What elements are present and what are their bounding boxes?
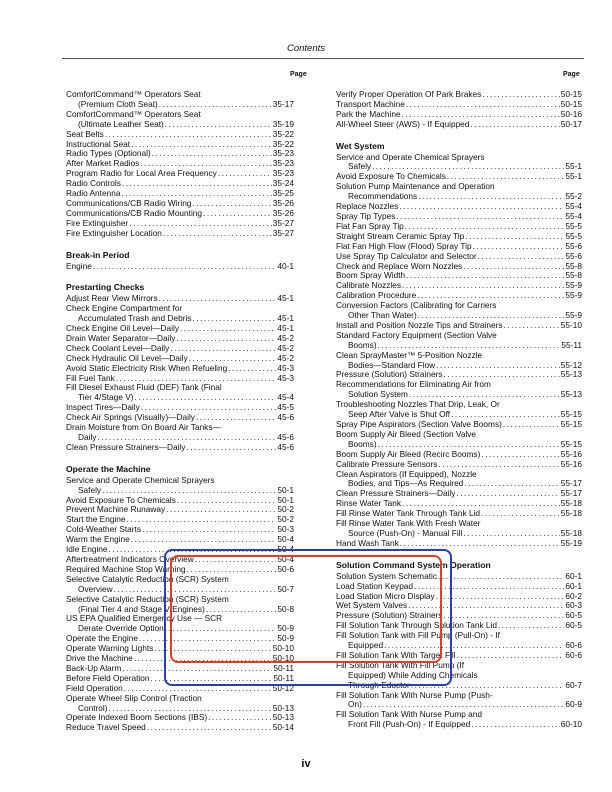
dot-leader <box>402 281 564 291</box>
toc-entry-title: Control) <box>78 702 108 713</box>
toc-entry-title: Booms) <box>348 339 377 350</box>
toc-entry-title: Safely <box>78 484 102 495</box>
toc-entry-title: Operate Indexed Boom Sections (IBS) <box>66 712 208 723</box>
toc-entry-page: 35-22 <box>272 138 294 149</box>
toc-entry-title: Bodies, and Tips—As Required <box>348 478 464 489</box>
toc-entry-title: Back-Up Alarm <box>66 662 122 673</box>
dot-leader <box>456 489 559 499</box>
toc-entry-title: Source (Push-On) - Manual Fill <box>348 527 463 538</box>
toc-entry-page: 55-13 <box>560 369 582 380</box>
dot-leader <box>463 529 559 539</box>
toc-entry-title: Before Field Operation <box>66 672 150 683</box>
dot-leader <box>203 209 272 219</box>
toc-entry-page: 50-10 <box>272 643 294 654</box>
toc-entry[interactable] <box>336 153 582 163</box>
toc-entry-page: 55-12 <box>560 359 582 370</box>
dot-leader <box>135 393 277 403</box>
dot-leader <box>165 624 277 634</box>
dot-leader <box>481 509 560 519</box>
toc-entry-title: Idle Engine <box>66 544 108 555</box>
toc-entry-page: 55-5 <box>565 230 582 241</box>
dot-leader <box>396 212 564 222</box>
dot-leader <box>150 674 272 684</box>
toc-entry-title: Clean Pressure Strainers—Daily <box>336 488 456 499</box>
toc-entry-title: Straight Stream Ceramic Spray Tip <box>336 230 465 241</box>
toc-entry[interactable] <box>336 720 582 730</box>
toc-entry-page: 55-2 <box>565 191 582 202</box>
toc-entry-title: Park the Machine <box>336 108 401 119</box>
toc-entry-page: 55-9 <box>565 290 582 301</box>
dot-leader <box>406 100 560 110</box>
dot-leader <box>400 539 560 549</box>
toc-entry-page: 55-19 <box>560 537 582 548</box>
toc-entry-title: Boom Supply Air Bleed (Section Valve <box>336 428 477 439</box>
toc-entry-page: 50-1 <box>277 494 294 505</box>
toc-entry-title: Fill Solution Tank With Nurse Pump (Push- <box>336 689 493 700</box>
toc-entry[interactable] <box>336 252 582 262</box>
dot-leader <box>176 334 276 344</box>
toc-entry-page: 45-6 <box>277 412 294 423</box>
toc-entry-title: Pressure (Solution) Strainers <box>336 610 443 621</box>
toc-entry-title: Through Eductor <box>348 679 410 690</box>
dot-leader <box>142 525 276 535</box>
dot-leader <box>418 192 564 202</box>
toc-entry-title: (Premium Cloth Seat) <box>78 98 158 109</box>
toc-entry-title: All-Wheel Steer (AWS) - If Equipped <box>336 118 470 129</box>
toc-entry-title: Calibrate Nozzles <box>336 280 402 291</box>
dot-leader <box>166 505 276 515</box>
toc-entry-page: 35-26 <box>272 197 294 208</box>
toc-entry-page: 60-7 <box>565 679 582 690</box>
toc-entry-title: Avoid Static Electricity Risk When Refueling <box>66 362 228 373</box>
dot-leader <box>208 713 272 723</box>
toc-entry-page: 55-15 <box>560 409 582 420</box>
dot-leader <box>131 140 272 150</box>
toc-entry[interactable] <box>336 582 582 592</box>
toc-entry-page: 50-12 <box>272 682 294 693</box>
toc-entry-title: Check Engine Compartment for <box>66 303 183 314</box>
toc-entry-title: Check Engine Oil Level—Daily <box>66 323 179 334</box>
dot-leader <box>192 199 271 209</box>
toc-entry-title: Fill Rinse Water Tank Through Tank Lid <box>336 508 481 519</box>
toc-entry-title: Daily <box>78 432 97 442</box>
toc-entry-title: Start the Engine <box>66 514 126 525</box>
toc-entry-title: Solution System <box>348 389 408 400</box>
toc-entry-page: 55-18 <box>560 527 582 538</box>
toc-entry-page: 50-15 <box>560 98 582 109</box>
dot-leader <box>152 149 272 159</box>
toc-entry-title: Fill Solution Tank Through Solution Tank Lid <box>336 620 497 631</box>
dot-leader <box>406 271 564 281</box>
toc-entry-title: Cold-Weather Starts <box>66 524 142 535</box>
toc-entry-page: 60-10 <box>560 719 582 730</box>
toc-entry-title: Hand Wash Tank <box>336 537 399 548</box>
toc-entry-page: 50-10 <box>272 653 294 664</box>
toc-entry-page: 35-17 <box>272 98 294 109</box>
toc-entry-title: Required Machine Stop Warning <box>66 563 186 574</box>
dot-leader <box>218 169 272 179</box>
toc-entry-page: 50-8 <box>277 603 294 614</box>
toc-entry[interactable] <box>66 443 294 453</box>
toc-entry-title: Accumulated Trash and Debris <box>78 313 192 324</box>
section-heading: Prestarting Checks <box>66 282 145 293</box>
toc-entry-page: 35-19 <box>272 118 294 129</box>
section-heading: Wet System <box>336 140 385 151</box>
toc-entry-title: Adjust Rear View Mirrors <box>66 293 158 304</box>
toc-entry-title: Aftertreatment Indicators Overview <box>66 553 194 564</box>
dot-leader <box>504 321 560 331</box>
toc-entry-page: 60-2 <box>565 590 582 601</box>
dot-leader <box>180 324 276 334</box>
toc-entry-title: On) <box>348 699 362 710</box>
toc-entry-title: Fill Solution Tank with Fill Pump (Pull-On) - If <box>336 630 500 641</box>
toc-entry-title: Overview <box>78 583 113 594</box>
toc-entry-title: (Final Tier 4 and Stage V Engines) <box>78 603 205 614</box>
toc-entry-title: Fill Fuel Tank <box>66 372 115 383</box>
toc-entry-page: 60-9 <box>565 699 582 710</box>
toc-entry-title: Recommendations <box>348 191 418 202</box>
toc-entry-title: Boom Supply Air Bleed (Recirc Booms) <box>336 448 481 459</box>
toc-entry-page: 35-22 <box>272 128 294 139</box>
toc-entry-title: Solution Pump Maintenance and Operation <box>336 181 495 192</box>
dot-leader <box>473 242 565 252</box>
toc-entry-page: 55-16 <box>560 458 582 469</box>
toc-entry-title: Use Spray Tip Calculator and Selector <box>336 250 477 261</box>
toc-entry-page: 45-5 <box>277 402 294 413</box>
toc-entry-page: 35-23 <box>272 158 294 169</box>
toc-entry-title: Program Radio for Local Area Frequency <box>66 168 217 179</box>
toc-entry-title: Replace Nozzles <box>336 201 399 212</box>
toc-entry-title: Selective Catalytic Reduction (SCR) System <box>66 593 229 604</box>
dot-leader <box>177 496 276 506</box>
toc-entry-page: 45-2 <box>277 352 294 363</box>
toc-entry-title: Conversion Factors (Calibrating for Carriers <box>336 300 497 311</box>
toc-entry-title: Engine <box>66 260 92 271</box>
section-heading: Break-in Period <box>66 249 130 260</box>
toc-entry-page: 55-18 <box>560 508 582 519</box>
dot-leader <box>93 262 277 272</box>
toc-entry-title: Avoid Exposure To Chemicals <box>66 494 176 505</box>
toc-entry-title: Check Hydraulic Oil Level—Daily <box>66 352 188 363</box>
dot-leader <box>438 572 564 582</box>
toc-entry-title: Spray Pipe Aspirators (Section Valve Booms) <box>336 419 502 429</box>
toc-entry-title: Instructional Seat <box>66 138 131 149</box>
toc-entry-page: 50-4 <box>277 544 294 555</box>
toc-entry-page: 35-24 <box>272 178 294 189</box>
section-heading: Operate the Machine <box>66 463 151 474</box>
toc-entry-page: 60-5 <box>565 610 582 621</box>
toc-entry-title: Equipped) While Adding Chemicals <box>348 669 478 680</box>
toc-entry[interactable] <box>66 423 294 433</box>
toc-entry-page: 50-11 <box>273 672 294 683</box>
toc-entry-title: Safely <box>348 161 372 172</box>
dot-leader <box>192 314 276 324</box>
toc-entry-page: 55-1 <box>565 171 582 182</box>
toc-entry-page: 50-11 <box>273 662 294 673</box>
toc-entry-title: Verify Proper Operation Of Park Brakes <box>336 89 482 99</box>
toc-entry-title: Wet System Valves <box>336 600 408 611</box>
toc-entry-title: Booms) <box>348 438 377 449</box>
toc-entry-title: Load Station Micro Display <box>336 590 435 601</box>
toc-entry-page: 50-13 <box>272 702 294 713</box>
toc-entry-title: Prevent Machine Runaway <box>66 504 166 515</box>
toc-entry-title: Radio Controls <box>66 178 121 189</box>
toc-entry-page: 55-15 <box>560 419 582 429</box>
dot-leader <box>503 420 560 430</box>
toc-entry-title: Radio Antenna <box>66 188 121 199</box>
toc-entry-title: Spray Tip Types <box>336 210 396 221</box>
toc-entry-title: Solution System Schematic <box>336 570 437 581</box>
toc-entry-page: 40-1 <box>277 260 294 271</box>
toc-entry-page: 55-4 <box>565 210 582 221</box>
toc-entry-page: 50-4 <box>277 534 294 545</box>
dot-leader <box>457 651 565 661</box>
toc-entry-page: 55-4 <box>565 201 582 212</box>
toc-entry-title: Load Station Keypad <box>336 580 414 591</box>
toc-entry-title: Fire Extinguisher Location <box>66 227 162 238</box>
toc-entry-page: 55-6 <box>565 240 582 251</box>
toc-entry-title: Fill Diesel Exhaust Fluid (DEF) Tank (Final <box>66 382 222 393</box>
toc-entry-title: Seat Belts <box>66 128 104 139</box>
toc-entry-page: 45-1 <box>277 293 294 304</box>
toc-entry-page: 55-18 <box>560 498 582 509</box>
toc-entry-page: 60-6 <box>565 640 582 651</box>
toc-entry[interactable] <box>66 595 294 605</box>
section-heading: Solution Command System Operation <box>336 559 491 570</box>
toc-entry-page: 50-17 <box>560 118 582 129</box>
toc-entry-page: 55-9 <box>565 310 582 321</box>
toc-entry-page: 45-3 <box>277 362 294 373</box>
toc-entry-title: Calibrate Pressure Sensors <box>336 458 438 469</box>
toc-entry-title: Drain Water Separator—Daily <box>66 332 176 343</box>
toc-entry[interactable] <box>336 120 582 130</box>
dot-leader <box>186 443 276 453</box>
toc-entry-page: 45-2 <box>277 342 294 353</box>
dot-leader <box>436 361 560 371</box>
toc-entry-page: 50-1 <box>277 484 294 495</box>
toc-entry-title: Calibration Procedure <box>336 290 417 301</box>
toc-entry-title: Flat Fan Spray Tip <box>336 220 404 231</box>
toc-entry[interactable] <box>66 262 294 272</box>
toc-entry-page: 55-8 <box>565 270 582 281</box>
toc-entry-page: 50-14 <box>272 722 294 733</box>
toc-entry-page: 50-16 <box>560 108 582 119</box>
toc-entry-page: 50-9 <box>277 633 294 644</box>
toc-entry-title: Other Than Water) <box>348 310 417 321</box>
dot-leader <box>195 555 277 565</box>
dot-leader <box>464 479 559 489</box>
toc-entry-page: 50-9 <box>277 623 294 634</box>
toc-entry-title: Communications/CB Radio Mounting <box>66 207 203 218</box>
dot-leader <box>122 179 272 189</box>
toc-entry-title: Operate the Engine <box>66 633 138 644</box>
toc-entry-title: Standard Factory Equipment (Section Valve <box>336 329 497 340</box>
toc-entry-title: Install and Position Nozzle Tips and Strainers <box>336 319 503 330</box>
toc-entry-page: 45-2 <box>277 332 294 343</box>
toc-entry-title: Communications/CB Radio Wiring <box>66 197 192 208</box>
toc-entry-title: Operate Warning Lights <box>66 643 154 654</box>
toc-entry-title: After Market Radios <box>66 158 140 169</box>
toc-entry-title: (Ultimate Leather Seat) <box>78 118 164 129</box>
dot-leader <box>228 364 276 374</box>
toc-entry-page: 50-7 <box>277 583 294 594</box>
toc-entry-title: Avoid Exposure To Chemicals <box>336 171 446 182</box>
toc-entry-page: 60-1 <box>565 580 582 591</box>
toc-entry-page: 55-15 <box>560 438 582 449</box>
toc-entry-page: 55-13 <box>560 389 582 400</box>
dot-leader <box>414 582 564 592</box>
column-header-right: Page <box>563 71 580 78</box>
toc-entry-title: Boom Spray Width <box>336 270 406 281</box>
toc-entry-page: 35-27 <box>272 217 294 228</box>
toc-left-column <box>66 90 294 733</box>
toc-entry-page: 60-3 <box>565 600 582 611</box>
toc-entry-title: Service and Operate Chemical Sprayers <box>66 474 215 485</box>
toc-entry-title: Troubleshooting Nozzles That Drip, Leak, Or <box>336 399 500 410</box>
toc-entry-title: Flat Fan High Flow (Flood) Spray Tip <box>336 240 472 251</box>
toc-entry-title: Drive the Machine <box>66 653 133 664</box>
dot-leader <box>482 90 560 100</box>
dot-leader <box>498 621 564 631</box>
toc-entry[interactable] <box>66 723 294 733</box>
toc-entry-page: 55-17 <box>560 478 582 489</box>
toc-entry-title: Selective Catalytic Reduction (SCR) System <box>66 573 229 584</box>
toc-entry-title: Clean Pressure Strainers—Daily <box>66 441 186 452</box>
dot-leader <box>154 644 271 654</box>
toc-entry-title: Service and Operate Chemical Sprayers <box>336 151 485 162</box>
toc-entry-page: 45-6 <box>277 441 294 452</box>
toc-entry-page: 50-13 <box>272 712 294 723</box>
toc-entry-title: Radio Types (Optional) <box>66 148 151 159</box>
toc-entry-title: Fill Solution Tank With Target Fill <box>336 649 456 660</box>
dot-leader <box>470 120 559 130</box>
dot-leader <box>465 232 564 242</box>
toc-entry-page: 45-1 <box>277 323 294 334</box>
toc-entry-page: 55-11 <box>561 339 582 350</box>
toc-entry-title: Transport Machine <box>336 98 405 109</box>
dot-leader <box>478 252 565 262</box>
toc-entry-page: 35-23 <box>272 168 294 179</box>
toc-entry-title: Check Coolant Level—Daily <box>66 342 170 353</box>
toc-entry-page: 45-4 <box>277 392 294 403</box>
toc-entry-title: Field Operation <box>66 682 123 693</box>
dot-leader <box>147 723 272 733</box>
toc-entry-page: 50-2 <box>277 504 294 515</box>
toc-entry-page: 60-1 <box>565 570 582 581</box>
toc-entry-title: Bodies—Standard Flow <box>348 359 436 370</box>
toc-entry-page: 55-17 <box>560 488 582 499</box>
toc-entry-title: Equipped <box>348 640 384 651</box>
toc-entry-title: ComfortCommand™ Operators Seat <box>66 108 201 119</box>
dot-leader <box>399 202 564 212</box>
toc-entry-page: 50-6 <box>277 563 294 574</box>
toc-entry-title: Check and Replace Worn Nozzles <box>336 260 463 271</box>
dot-leader <box>139 634 276 644</box>
toc-entry[interactable] <box>336 691 582 701</box>
toc-entry-page: 45-3 <box>277 372 294 383</box>
toc-entry-title: Inspect Tires—Daily <box>66 402 140 413</box>
toc-right-column <box>336 90 582 730</box>
toc-entry-page: 50-3 <box>277 524 294 535</box>
toc-entry-page: 35-26 <box>272 207 294 218</box>
toc-entry-page: 55-10 <box>560 319 582 330</box>
toc-entry-page: 50-15 <box>560 89 582 99</box>
header-rule <box>62 58 584 59</box>
toc-entry-title: Fire Extinguisher <box>66 217 129 228</box>
toc-entry-title: Drain Moisture from On Board Air Tanks— <box>66 422 221 433</box>
toc-entry-title: Check Air Springs (Visually)—Daily <box>66 412 195 423</box>
toc-entry-title: Rinse Water Tank <box>336 498 402 509</box>
toc-entry-title: Clean SprayMaster™ 5-Position Nozzle <box>336 349 483 360</box>
toc-entry-page: 55-6 <box>565 250 582 261</box>
toc-entry-page: 60-5 <box>565 620 582 631</box>
dot-leader <box>471 720 560 730</box>
toc-entry-page: 55-5 <box>565 220 582 231</box>
page-number: iv <box>301 758 311 770</box>
toc-entry-title: Warm the Engine <box>66 534 130 545</box>
toc-entry-title: Derate Override Option <box>78 623 164 634</box>
dot-leader <box>463 262 564 272</box>
toc-entry-page: 50-2 <box>277 514 294 525</box>
page-title: Contents <box>286 43 326 54</box>
toc-entry-page: 35-27 <box>272 227 294 238</box>
toc-entry-title: Pressure (Solution) Strainers <box>336 369 443 380</box>
dot-leader <box>134 654 272 664</box>
toc-entry-title: Clean Aspirators (If Equipped), Nozzle <box>336 468 477 479</box>
toc-entry-title: Front Fill (Push-On) - If Equipped <box>348 719 471 730</box>
toc-entry-title: ComfortCommand™ Operators Seat <box>66 89 201 99</box>
dot-leader <box>436 592 565 602</box>
toc-entry-page: 35-25 <box>272 188 294 199</box>
toc-entry-title: Fill Solution Tank With Nurse Pump and <box>336 709 483 720</box>
toc-entry-page: 50-4 <box>277 553 294 564</box>
dot-leader <box>131 535 277 545</box>
toc-entry-title: Fill Rinse Water Tank With Fresh Water <box>336 518 481 529</box>
column-header-left: Page <box>290 71 307 78</box>
toc-entry[interactable] <box>66 229 294 239</box>
toc-entry-title: US EPA Qualified Emergency Use — SCR <box>66 613 223 624</box>
toc-entry-page: 60-6 <box>565 649 582 660</box>
toc-entry-page: 55-1 <box>565 161 582 172</box>
toc-entry-page: 35-23 <box>272 148 294 159</box>
toc-entry-page: 45-6 <box>277 432 294 442</box>
toc-entry-page: 55-8 <box>565 260 582 271</box>
dot-leader <box>481 450 559 460</box>
toc-entry-page: 55-9 <box>565 280 582 291</box>
toc-entry-title: Tier 4/Stage V) <box>78 392 134 403</box>
toc-entry-title: Seep After Valve is Shut Off <box>348 409 451 420</box>
toc-entry-title: Recommendations for Eliminating Air from <box>336 379 491 390</box>
toc-entry-page: 55-16 <box>560 448 582 459</box>
toc-entry-title: Reduce Travel Speed <box>66 722 146 733</box>
toc-entry-page: 45-1 <box>277 313 294 324</box>
dot-leader <box>127 515 277 525</box>
dot-leader <box>163 229 272 239</box>
toc-entry-title: Operate Wheel Slip Control (Traction <box>66 692 202 703</box>
toc-entry[interactable] <box>336 539 582 549</box>
dot-leader <box>165 120 272 130</box>
toc-entry-title: Fill Solution Tank With Fill Pump (If <box>336 659 465 670</box>
